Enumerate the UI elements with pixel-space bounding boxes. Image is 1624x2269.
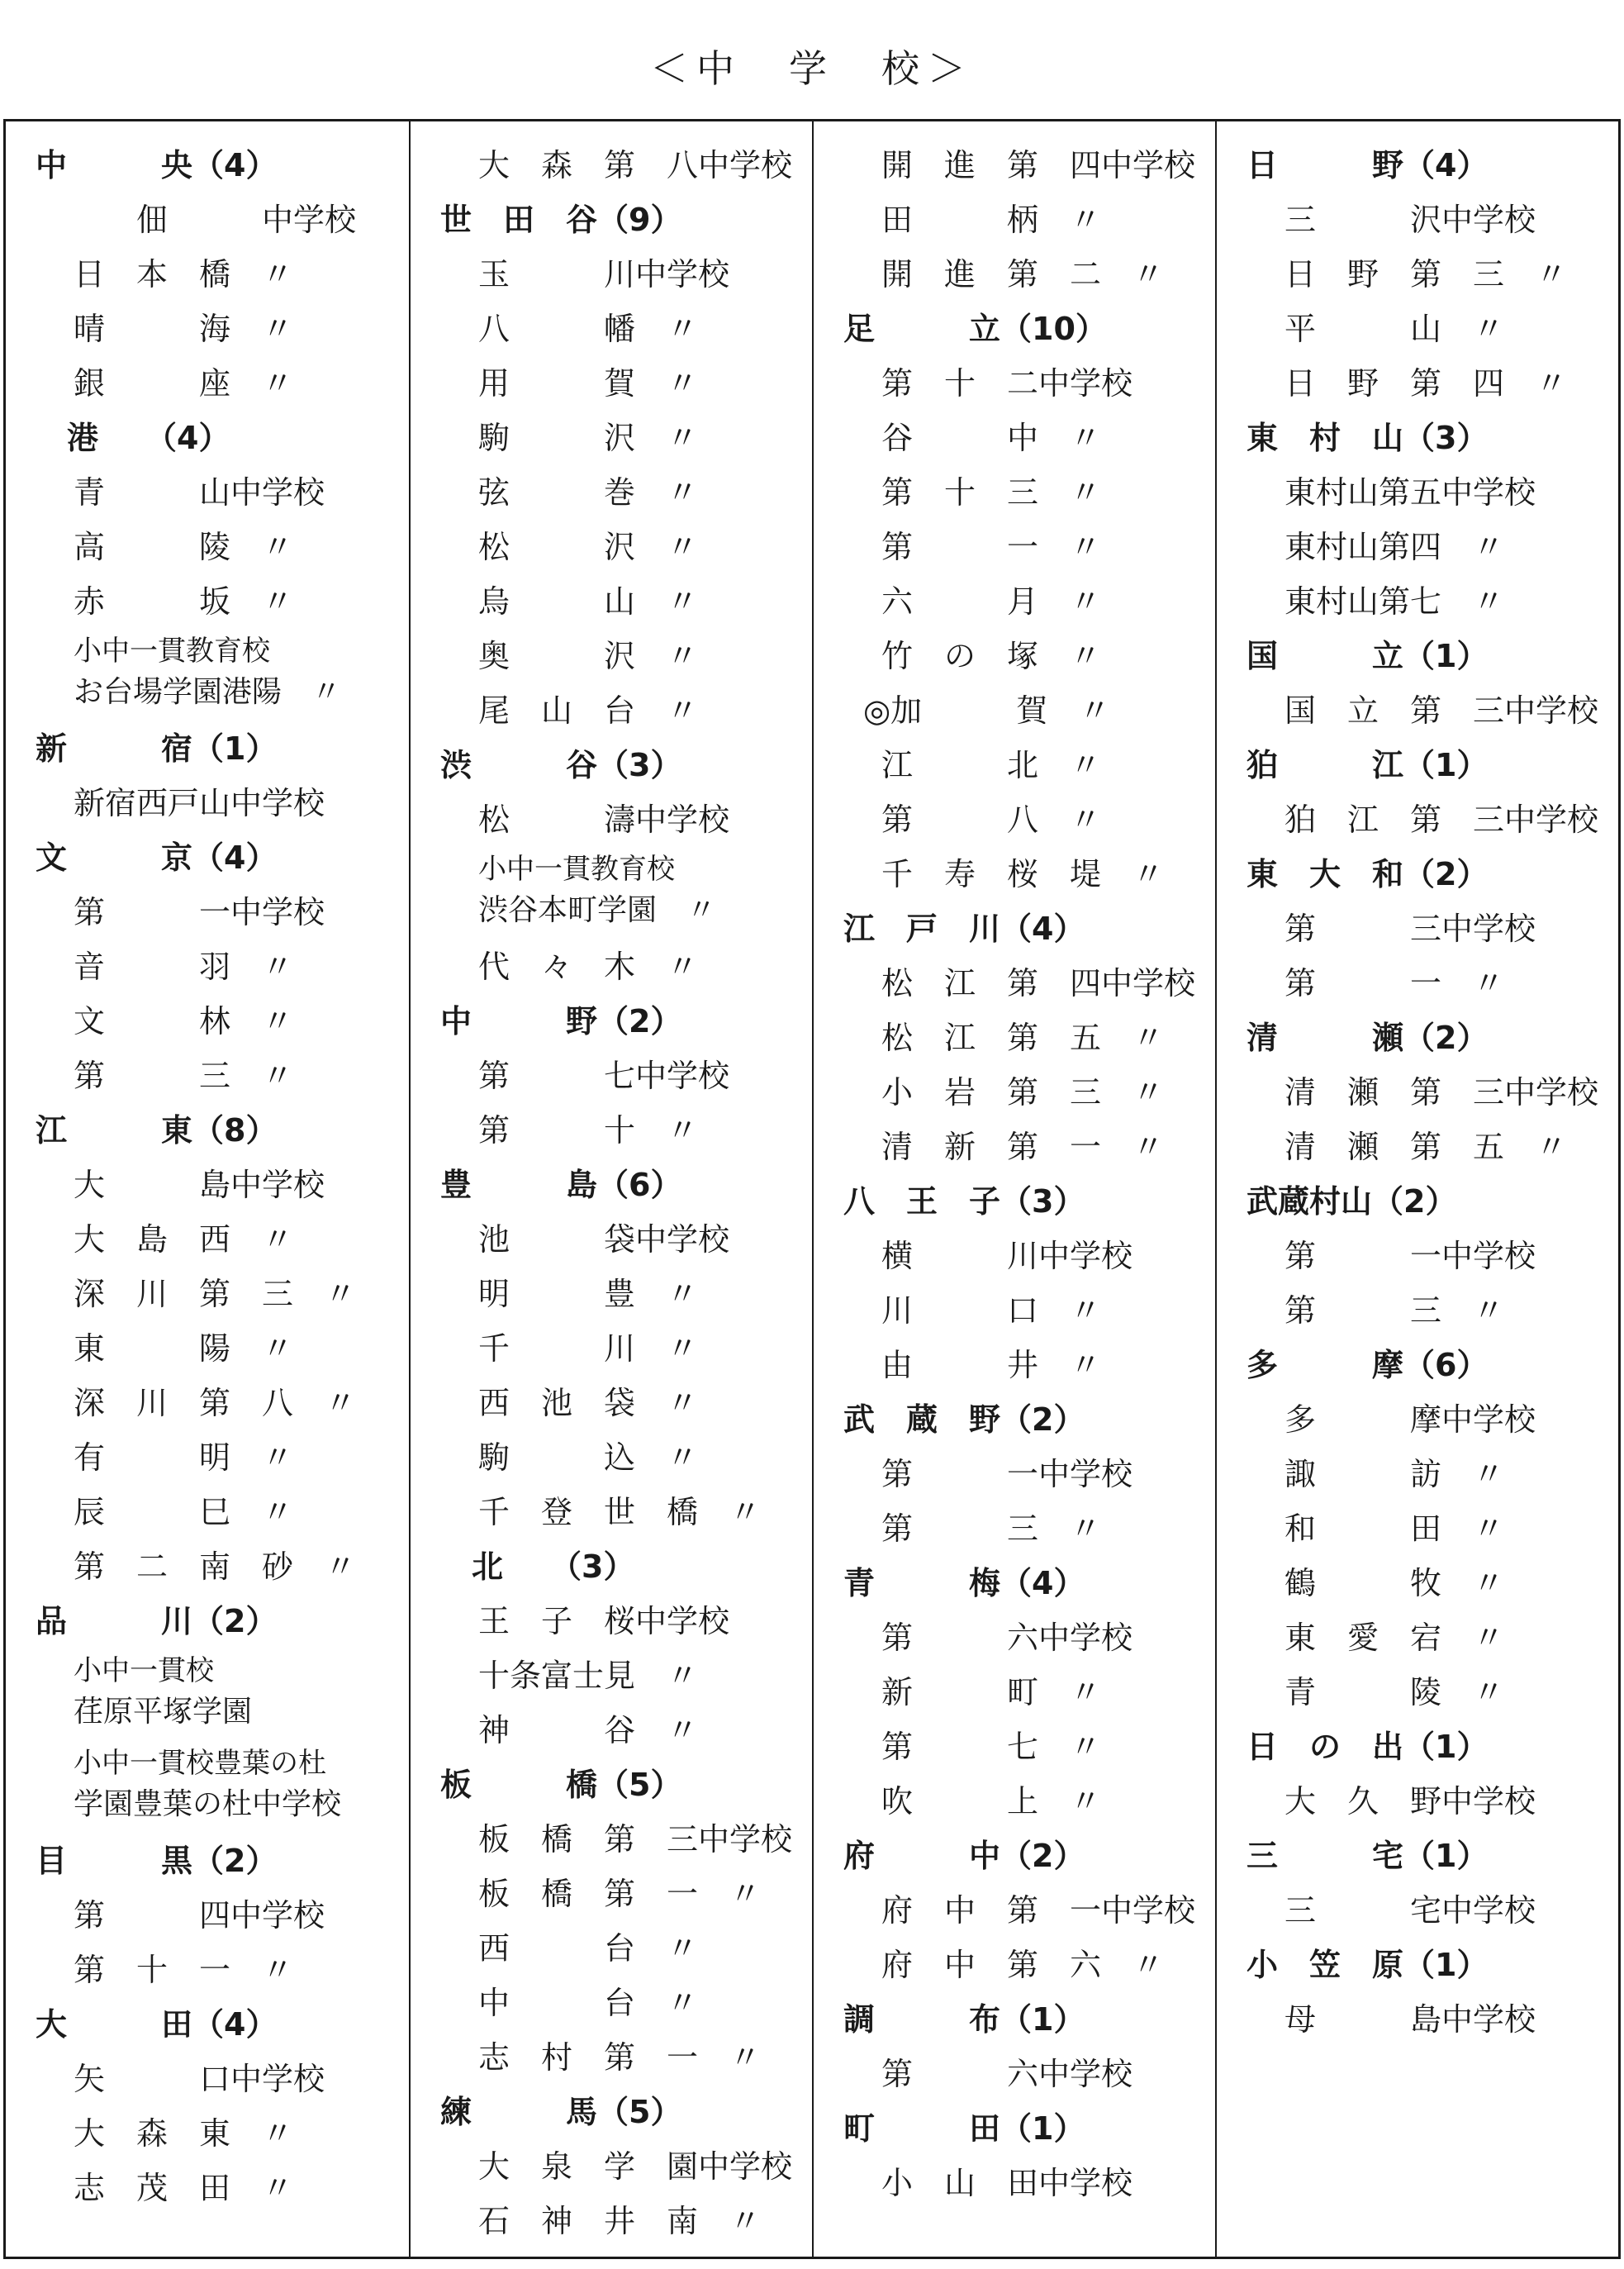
school-entry: 清 瀬 第 三中学校: [1284, 1073, 1599, 1111]
school-entry: 第 二 南 砂 〃: [74, 1548, 357, 1585]
school-entry-line: 渋谷本町学園 〃: [478, 893, 717, 927]
school-entry: 晴 海 〃: [74, 310, 294, 347]
ward-header: 府 中（2）: [843, 1837, 1085, 1874]
school-entry: 第 七中学校: [478, 1057, 730, 1094]
school-entry: 第 三 〃: [74, 1057, 294, 1094]
school-entry: 池 袋中学校: [478, 1220, 730, 1258]
school-entry: 諏 訪 〃: [1284, 1455, 1505, 1492]
school-entry: 清 瀬 第 五 〃: [1284, 1128, 1568, 1165]
school-entry: 清 新 第 一 〃: [881, 1128, 1165, 1165]
ward-header: 東 村 山（3）: [1246, 419, 1489, 456]
ward-header: 北 （3）: [440, 1548, 635, 1585]
ward-header: 東 大 和（2）: [1246, 855, 1489, 892]
school-entry: 府 中 第 六 〃: [881, 1946, 1165, 1983]
school-entry: 日 本 橋 〃: [74, 255, 294, 293]
school-entry: 大 森 東 〃: [74, 2114, 294, 2152]
school-entry: 三 沢中学校: [1284, 201, 1536, 238]
school-entry: 深 川 第 三 〃: [74, 1275, 357, 1312]
school-entry: 東 愛 宕 〃: [1284, 1619, 1505, 1656]
school-entry: 辰 巳 〃: [74, 1493, 294, 1530]
school-entry: 田 柄 〃: [881, 201, 1102, 238]
school-entry: 志 村 第 一 〃: [478, 2038, 762, 2076]
school-entry: 有 明 〃: [74, 1439, 294, 1476]
school-entry: 高 陵 〃: [74, 528, 294, 565]
school-entry: 和 田 〃: [1284, 1510, 1505, 1547]
school-entry: 鶴 牧 〃: [1284, 1564, 1505, 1601]
school-entry: 第 一中学校: [1284, 1237, 1536, 1274]
school-entry: 第 一中学校: [74, 893, 325, 930]
school-entry: 小 岩 第 三 〃: [881, 1073, 1165, 1111]
school-entry-line: 小中一貫校: [74, 1654, 214, 1687]
school-entry: [411, 844, 812, 936]
school-entry-line: お台場学園港陽 〃: [74, 675, 342, 709]
school-entry: 吹 上 〃: [881, 1782, 1102, 1819]
ward-header: 文 京（4）: [36, 839, 278, 876]
ward-header: 板 橋（5）: [440, 1766, 682, 1803]
school-entry: 王 子 桜中学校: [478, 1602, 730, 1639]
school-table: [3, 119, 1621, 2259]
school-entry: 神 谷 〃: [478, 1711, 699, 1748]
school-entry: 第 一 〃: [881, 528, 1102, 565]
school-entry: 第 十 二中学校: [881, 364, 1133, 402]
column-3: [812, 121, 1215, 2257]
school-entry: 銀 座 〃: [74, 364, 294, 402]
school-entry: 玉 川中学校: [478, 255, 730, 293]
ward-header: 調 布（1）: [843, 2000, 1085, 2038]
ward-header: 中 央（4）: [36, 146, 278, 183]
school-entry: 千 川 〃: [478, 1330, 699, 1367]
school-entry: 大 島中学校: [74, 1166, 325, 1203]
school-entry: 松 江 第 四中学校: [881, 964, 1196, 1001]
school-entry: 開 進 第 二 〃: [881, 255, 1165, 293]
school-entry: 江 北 〃: [881, 746, 1102, 783]
school-entry-line: 小中一貫校豊葉の杜: [74, 1747, 326, 1780]
school-entry: 第 十 〃: [478, 1111, 699, 1149]
school-entry: 由 井 〃: [881, 1346, 1102, 1383]
school-entry: 開 進 第 四中学校: [881, 146, 1196, 183]
ward-header: 豊 島（6）: [440, 1166, 682, 1203]
school-entry: 青 山中学校: [74, 473, 325, 511]
school-entry: 松 濤中学校: [478, 801, 730, 838]
school-entry: 横 川中学校: [881, 1237, 1133, 1274]
school-entry: [6, 1645, 409, 1738]
school-entry: 松 江 第 五 〃: [881, 1019, 1165, 1056]
school-entry: 弦 巻 〃: [478, 473, 699, 511]
school-entry: 日 野 第 四 〃: [1284, 364, 1568, 402]
page-title: ＜中 学 校＞: [650, 46, 974, 91]
school-entry: 八 幡 〃: [478, 310, 699, 347]
school-entry: 第 七 〃: [881, 1728, 1102, 1765]
school-entry: 矢 口中学校: [74, 2060, 325, 2097]
ward-header: 江 東（8）: [36, 1111, 278, 1149]
school-entry: 新宿西戸山中学校: [74, 784, 325, 821]
school-entry: 東村山第五中学校: [1284, 473, 1536, 511]
ward-header: 多 摩（6）: [1246, 1346, 1489, 1383]
school-entry: 板 橋 第 一 〃: [478, 1875, 762, 1912]
school-entry: 志 茂 田 〃: [74, 2169, 294, 2206]
school-entry: 大 泉 学 園中学校: [478, 2148, 793, 2185]
school-entry-line: 小中一貫教育校: [478, 853, 675, 886]
column-2: [409, 121, 812, 2257]
school-entry: 文 林 〃: [74, 1002, 294, 1039]
ward-header: 清 瀬（2）: [1246, 1019, 1489, 1056]
school-entry: 第 一中学校: [881, 1455, 1133, 1492]
column-1: [6, 121, 409, 2257]
ward-header: 町 田（1）: [843, 2110, 1085, 2147]
school-entry: 尾 山 台 〃: [478, 692, 699, 729]
school-entry: 板 橋 第 三中学校: [478, 1820, 793, 1858]
ward-header: 青 梅（4）: [843, 1564, 1085, 1601]
ward-header: 国 立（1）: [1246, 637, 1489, 674]
school-entry: 西 台 〃: [478, 1929, 699, 1967]
school-entry: [6, 1738, 409, 1830]
school-entry: 第 三 〃: [881, 1510, 1102, 1547]
school-entry: 東村山第七 〃: [1284, 583, 1505, 620]
ward-header: 港 （4）: [36, 419, 230, 456]
school-entry: 大 森 第 八中学校: [478, 146, 793, 183]
ward-header: 三 宅（1）: [1246, 1837, 1489, 1874]
school-entry-line: 学園豊葉の杜中学校: [74, 1787, 342, 1821]
school-entry: 新 町 〃: [881, 1673, 1102, 1710]
school-entry: 赤 坂 〃: [74, 583, 294, 620]
ward-header: 小 笠 原（1）: [1246, 1946, 1489, 1983]
school-entry: 六 月 〃: [881, 583, 1102, 620]
school-entry: 大 島 西 〃: [74, 1220, 294, 1258]
ward-header: 大 田（4）: [36, 2005, 278, 2043]
school-entry: 竹 の 塚 〃: [881, 637, 1102, 674]
school-entry: 国 立 第 三中学校: [1284, 692, 1599, 729]
column-4: [1215, 121, 1618, 2257]
school-entry: 母 島中学校: [1284, 2000, 1536, 2038]
school-entry: 谷 中 〃: [881, 419, 1102, 456]
school-entry: 西 池 袋 〃: [478, 1384, 699, 1421]
school-entry: 代 々 木 〃: [478, 948, 699, 985]
school-entry: 府 中 第 一中学校: [881, 1891, 1196, 1929]
school-entry-line: 小中一貫教育校: [74, 635, 270, 668]
ward-header: 足 立（10）: [843, 310, 1107, 347]
school-entry: 烏 山 〃: [478, 583, 699, 620]
school-entry: 第 六中学校: [881, 1619, 1133, 1656]
school-entry: 川 口 〃: [881, 1291, 1102, 1329]
ward-header: 狛 江（1）: [1246, 746, 1489, 783]
school-entry: 深 川 第 八 〃: [74, 1384, 357, 1421]
school-entry: 第 三中学校: [1284, 910, 1536, 947]
ward-header: 八 王 子（3）: [843, 1182, 1085, 1220]
ward-header: 武蔵村山（2）: [1246, 1182, 1457, 1220]
school-entry: 中 台 〃: [478, 1984, 699, 2021]
school-entry: 第 四中学校: [74, 1896, 325, 1934]
school-entry: 明 豊 〃: [478, 1275, 699, 1312]
school-entry: 第 一 〃: [1284, 964, 1505, 1001]
ward-header: 武 蔵 野（2）: [843, 1401, 1085, 1438]
school-entry: 千 寿 桜 堤 〃: [881, 855, 1165, 892]
school-entry-line: 荏原平塚学園: [74, 1695, 253, 1729]
school-entry: 佃 中学校: [74, 201, 357, 238]
ward-header: 練 馬（5）: [440, 2093, 682, 2130]
school-entry: 駒 込 〃: [478, 1439, 699, 1476]
ward-header: 品 川（2）: [36, 1602, 278, 1639]
school-entry: 東 陽 〃: [74, 1330, 294, 1367]
ward-header: 日 の 出（1）: [1246, 1728, 1489, 1765]
school-entry: ◎加 賀 〃: [863, 692, 1111, 729]
ward-header: 中 野（2）: [440, 1002, 682, 1039]
school-entry: 青 陵 〃: [1284, 1673, 1505, 1710]
school-entry: 狛 江 第 三中学校: [1284, 801, 1599, 838]
ward-header: 世 田 谷（9）: [440, 201, 682, 238]
school-entry: 千 登 世 橋 〃: [478, 1493, 762, 1530]
school-entry: 奥 沢 〃: [478, 637, 699, 674]
school-entry: 多 摩中学校: [1284, 1401, 1536, 1438]
ward-header: 日 野（4）: [1246, 146, 1489, 183]
school-entry: [6, 626, 409, 718]
school-entry: 駒 沢 〃: [478, 419, 699, 456]
ward-header: 目 黒（2）: [36, 1842, 278, 1879]
school-entry: 平 山 〃: [1284, 310, 1505, 347]
school-entry: 日 野 第 三 〃: [1284, 255, 1568, 293]
ward-header: 江 戸 川（4）: [843, 910, 1085, 947]
school-entry: 松 沢 〃: [478, 528, 699, 565]
school-entry: 小 山 田中学校: [881, 2164, 1133, 2201]
school-entry: 用 賀 〃: [478, 364, 699, 402]
school-entry: 東村山第四 〃: [1284, 528, 1505, 565]
school-entry: 石 神 井 南 〃: [478, 2202, 762, 2239]
school-entry: 第 十 三 〃: [881, 473, 1102, 511]
ward-header: 新 宿（1）: [36, 730, 278, 767]
school-entry: 第 三 〃: [1284, 1291, 1505, 1329]
school-entry: 第 六中学校: [881, 2055, 1133, 2092]
ward-header: 渋 谷（3）: [440, 746, 682, 783]
school-entry: 大 久 野中学校: [1284, 1782, 1536, 1819]
school-entry: 十条富士見 〃: [478, 1657, 699, 1694]
school-entry: 第 十 一 〃: [74, 1951, 294, 1988]
school-entry: 音 羽 〃: [74, 948, 294, 985]
school-entry: 三 宅中学校: [1284, 1891, 1536, 1929]
school-entry: 第 八 〃: [881, 801, 1102, 838]
